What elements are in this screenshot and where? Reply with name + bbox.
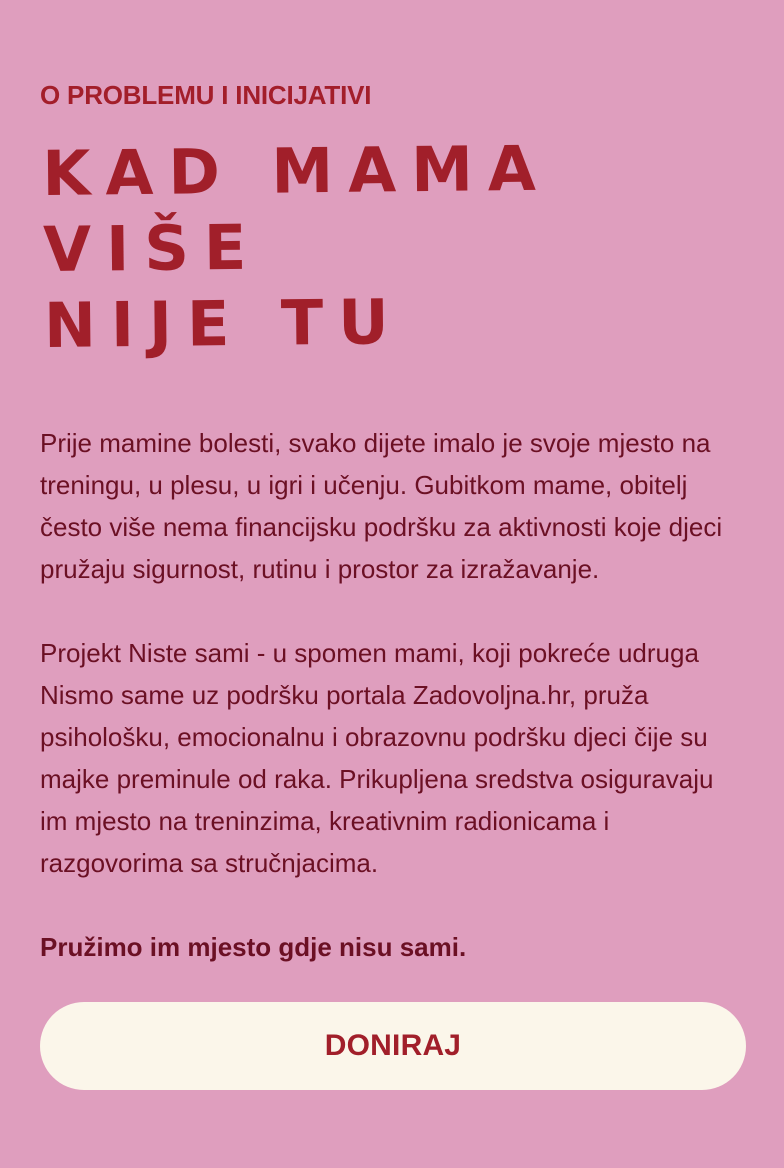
paragraph-problem: Prije mamine bolesti, svako dijete imalo je svoje mjesto na treningu, u plesu, u igri i učenju. Gubitkom mame, obitelj često više nema financijsku podršku za aktivnosti koje djeci pružaju sigurnost, rutinu i prostor za izražavanje. <box>40 428 723 584</box>
section-title-line-1: KAD MAMA VIŠE <box>42 131 552 286</box>
section-title-line-2: NIJE TU <box>43 285 404 362</box>
section-eyebrow: O PROBLEMU I INICIJATIVI <box>40 80 372 110</box>
section-body <box>40 422 744 968</box>
paragraph-project: Projekt Niste sami - u spomen mami, koji pokreće udruga Nismo same uz podršku portala Zadovoljna.hr, pruža psihološku, emocionalnu i obrazovnu podršku djeci čije su majke preminule od raka. Prikupljena sredstva osiguravaju im mjesto na treninzima, kreativnim radionicama i razgovorima sa stručnjacima. <box>40 638 714 878</box>
donate-button[interactable]: DONIRAJ <box>40 1002 746 1090</box>
tagline: Pružimo im mjesto gdje nisu sami. <box>40 932 467 962</box>
section-title <box>42 129 746 364</box>
